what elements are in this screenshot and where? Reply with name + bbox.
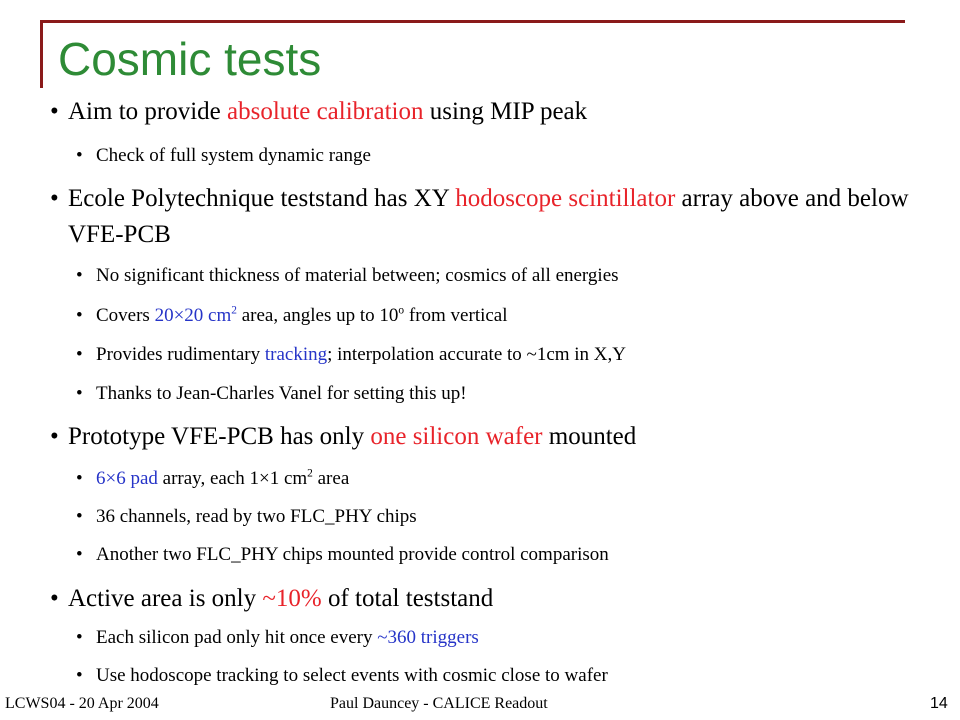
bullet-dot: • (76, 145, 83, 166)
subbullet-thanks (76, 382, 936, 406)
bullet-dot: • (76, 305, 83, 326)
subbullet-text (96, 467, 936, 491)
bullet-dot: • (50, 423, 59, 450)
text-segment: Each silicon pad only hit once every (96, 627, 378, 648)
bullet-aim-text (68, 94, 930, 130)
subbullet-hit-rate (76, 626, 936, 650)
footer-author: Paul Dauncey - CALICE Readout (330, 695, 548, 712)
highlight-text: 6×6 pad (96, 468, 158, 489)
subbullet-material (76, 264, 936, 288)
subbullet-text: 36 channels, read by two FLC_PHY chips (96, 506, 417, 527)
text-segment: from vertical (404, 305, 508, 326)
bullet-aim (50, 94, 930, 130)
text-segment: Ecole Polytechnique teststand has XY (68, 185, 456, 212)
subbullet-hodoscope-select (76, 664, 936, 688)
highlight-text: ~360 triggers (377, 627, 479, 648)
subbullet-dynamic-range (76, 144, 936, 168)
subbullet-channels (76, 505, 936, 529)
bullet-dot: • (76, 544, 83, 565)
bullet-dot: • (50, 585, 59, 612)
text-segment: ; interpolation accurate to ~1cm in X,Y (327, 344, 627, 365)
bullet-active-area (50, 581, 930, 617)
page-number: 14 (930, 695, 948, 712)
text-segment: Covers (96, 305, 155, 326)
highlight-text: absolute calibration (227, 98, 424, 125)
highlight-text (155, 305, 237, 326)
bullet-dot: • (76, 627, 83, 648)
text-segment: Prototype VFE-PCB has only (68, 423, 371, 450)
bullet-prototype-text (68, 419, 930, 455)
highlight-text: one silicon wafer (370, 423, 543, 450)
bullet-active-area-text (68, 581, 930, 617)
subbullet-text: Another two FLC_PHY chips mounted provide control comparison (96, 544, 609, 565)
superscript: o (398, 304, 405, 317)
subbullet-text (96, 626, 936, 650)
slide-title: Cosmic tests (58, 33, 322, 85)
text-segment: Provides rudimentary (96, 344, 265, 365)
bullet-dot: • (76, 383, 83, 404)
bullet-dot: • (76, 506, 83, 527)
superscript: 2 (307, 467, 313, 480)
text-segment: mounted (542, 423, 637, 450)
bullet-teststand (50, 181, 930, 253)
bullet-dot: • (76, 468, 83, 489)
subbullet-pad-array (76, 467, 936, 491)
superscript: 2 (231, 304, 237, 317)
bullet-teststand-text (68, 181, 930, 253)
subbullet-text: Thanks to Jean-Charles Vanel for setting this up! (96, 383, 467, 404)
bullet-dot: • (50, 185, 59, 212)
subbullet-control (76, 543, 936, 567)
text-segment: using MIP peak (423, 98, 588, 125)
highlight-text: ~10% (262, 585, 322, 612)
text-segment: 20×20 cm (154, 305, 232, 326)
text-segment: of total teststand (321, 585, 494, 612)
bullet-dot: • (76, 665, 83, 686)
subbullet-text: Use hodoscope tracking to select events with cosmic close to wafer (96, 665, 608, 686)
subbullet-text: No significant thickness of material between; cosmics of all energies (96, 265, 619, 286)
highlight-text: hodoscope scintillator (455, 185, 676, 212)
frame-left-line (40, 20, 43, 88)
text-segment: array above and below VFE-PCB (68, 185, 909, 248)
bullet-prototype (50, 419, 930, 455)
highlight-text: tracking (264, 344, 328, 365)
subbullet-text (96, 343, 936, 367)
text-segment: array, each 1×1 cm (157, 468, 308, 489)
subbullet-tracking (76, 343, 936, 367)
text-segment: area, angles up to 10 (236, 305, 399, 326)
text-segment: area (312, 468, 350, 489)
subbullet-text: Check of full system dynamic range (96, 145, 371, 166)
subbullet-text (96, 304, 936, 328)
text-segment: Active area is only (68, 585, 263, 612)
text-segment: Aim to provide (68, 98, 228, 125)
bullet-dot: • (76, 344, 83, 365)
bullet-dot: • (76, 265, 83, 286)
footer-event-date: LCWS04 - 20 Apr 2004 (5, 695, 159, 712)
frame-top-line (40, 20, 905, 23)
bullet-dot: • (50, 98, 59, 125)
subbullet-covers (76, 304, 936, 328)
